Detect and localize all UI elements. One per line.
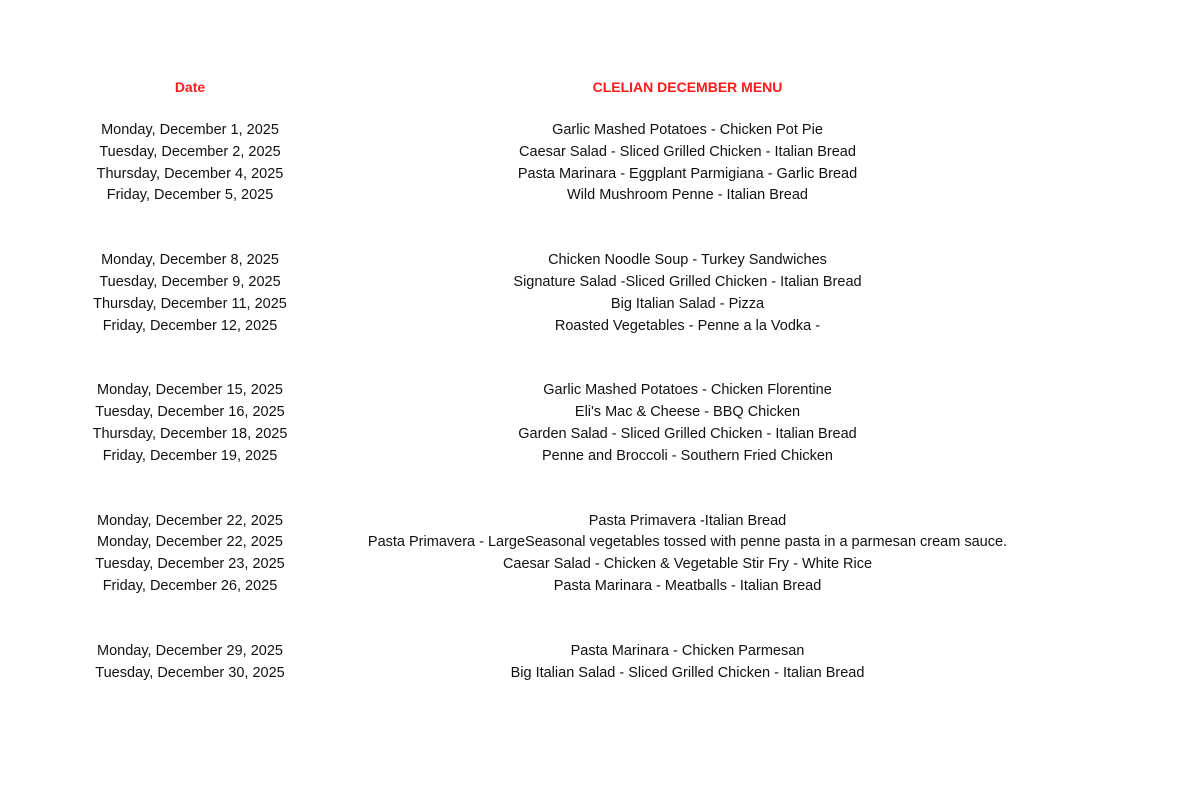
menu-row xyxy=(0,185,1178,207)
menu-row xyxy=(0,294,1178,316)
menu-row xyxy=(0,641,1178,663)
week-group-2 xyxy=(0,250,1178,337)
date-cell: Monday, December 8, 2025 xyxy=(101,252,279,269)
meal-cell: Big Italian Salad - Pizza xyxy=(610,295,765,312)
date-cell: Friday, December 12, 2025 xyxy=(102,317,278,334)
menu-row xyxy=(0,424,1178,446)
date-cell: Tuesday, December 2, 2025 xyxy=(99,143,281,160)
week-group-1 xyxy=(0,120,1178,207)
meal-cell: Garlic Mashed Potatoes - Chicken Pot Pie xyxy=(552,122,823,138)
meal-cell: Garden Salad - Sliced Grilled Chicken - Italian Bread xyxy=(518,425,857,442)
week-group-3 xyxy=(0,380,1178,467)
menu-row xyxy=(0,316,1178,338)
menu-row xyxy=(0,511,1178,533)
meal-cell: Pasta Primavera -Italian Bread xyxy=(588,512,787,529)
date-cell: Monday, December 1, 2025 xyxy=(101,122,279,138)
meal-cell: Caesar Salad - Chicken & Vegetable Stir Fry - White Rice xyxy=(502,556,873,573)
date-cell: Thursday, December 18, 2025 xyxy=(92,425,288,442)
date-cell: Monday, December 29, 2025 xyxy=(97,642,283,659)
date-cell: Tuesday, December 23, 2025 xyxy=(95,556,285,573)
date-cell: Friday, December 19, 2025 xyxy=(102,447,278,464)
menu-table xyxy=(0,120,1178,727)
date-column-heading: Date xyxy=(174,79,206,95)
meal-cell: Big Italian Salad - Sliced Grilled Chicken - Italian Bread xyxy=(510,664,865,681)
week-group-4 xyxy=(0,511,1178,598)
meal-cell: Garlic Mashed Potatoes - Chicken Florentine xyxy=(543,382,832,399)
menu-row xyxy=(0,663,1178,685)
menu-row xyxy=(0,446,1178,468)
meal-cell: Pasta Primavera - LargeSeasonal vegetables tossed with penne pasta in a parmesan cream sauce. xyxy=(367,534,1008,551)
date-cell: Friday, December 26, 2025 xyxy=(102,577,278,594)
meal-cell: Penne and Broccoli - Southern Fried Chicken xyxy=(542,447,833,464)
date-cell: Tuesday, December 16, 2025 xyxy=(95,404,285,421)
meal-cell: Chicken Noodle Soup - Turkey Sandwiches xyxy=(548,252,827,269)
date-cell: Friday, December 5, 2025 xyxy=(106,187,274,204)
date-cell: Monday, December 22, 2025 xyxy=(97,534,283,551)
meal-cell: Wild Mushroom Penne - Italian Bread xyxy=(567,187,808,204)
menu-row xyxy=(0,272,1178,294)
menu-title: CLELIAN DECEMBER MENU xyxy=(592,79,783,95)
menu-row xyxy=(0,142,1178,164)
menu-row xyxy=(0,554,1178,576)
menu-row xyxy=(0,164,1178,186)
date-cell: Thursday, December 4, 2025 xyxy=(96,165,284,182)
week-group-5 xyxy=(0,641,1178,685)
date-cell: Tuesday, December 9, 2025 xyxy=(99,273,281,290)
menu-header xyxy=(0,77,1178,97)
menu-row xyxy=(0,120,1178,142)
menu-row xyxy=(0,250,1178,272)
menu-row xyxy=(0,576,1178,598)
menu-row xyxy=(0,402,1178,424)
date-cell: Monday, December 22, 2025 xyxy=(97,512,283,529)
meal-cell: Roasted Vegetables - Penne a la Vodka - xyxy=(554,317,821,334)
meal-cell: Signature Salad -Sliced Grilled Chicken - Italian Bread xyxy=(513,273,862,290)
meal-cell: Eli's Mac & Cheese - BBQ Chicken xyxy=(574,404,801,421)
meal-cell: Pasta Marinara - Meatballs - Italian Bread xyxy=(553,577,822,594)
menu-row xyxy=(0,380,1178,402)
meal-cell: Caesar Salad - Sliced Grilled Chicken - Italian Bread xyxy=(519,143,856,160)
date-cell: Thursday, December 11, 2025 xyxy=(93,295,287,312)
menu-row xyxy=(0,532,1178,554)
date-cell: Monday, December 15, 2025 xyxy=(97,382,283,399)
meal-cell: Pasta Marinara - Chicken Parmesan xyxy=(570,642,805,659)
date-cell: Tuesday, December 30, 2025 xyxy=(95,664,285,681)
meal-cell: Pasta Marinara - Eggplant Parmigiana - Garlic Bread xyxy=(517,165,858,182)
